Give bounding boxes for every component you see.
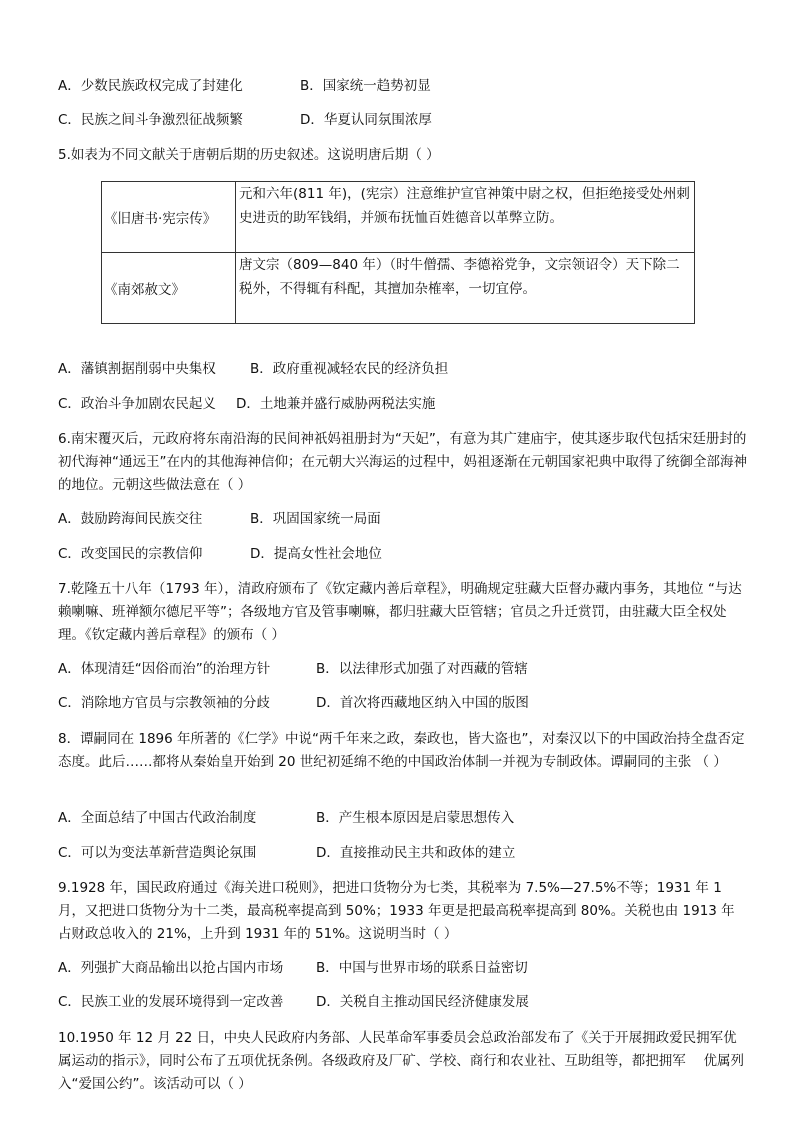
q6-stem: 6.南宋覆灭后，元政府将东南沿海的民间神祇妈祖册封为“天妃”，有意为其广建庙宇，使其逐步取代包括宋廷册封的初代海神“通远王”在内的其他海神信仰；在元朝大兴海运的过程中，妈祖逐渐在元朝国家祀典中取得了统御全部海神的地位。元朝这些做法意在（ ） <box>58 431 747 493</box>
source-text: 唐文宗（809—840 年）（时牛僧孺、李德裕党争，文宗领诏令）天下除二税外，不得辄有科配，其擅加杂榷率，一切宜停。 <box>236 253 695 324</box>
q6-option-d: D．提高女性社会地位 <box>250 546 382 562</box>
q5-option-d: D．土地兼并盛行威胁两税法实施 <box>236 396 436 412</box>
q9-option-a: A．列强扩大商品输出以抢占国内市场 <box>58 960 284 976</box>
q9-option-b: B．中国与世界市场的联系日益密切 <box>316 960 528 976</box>
q7-option-a: A．体现清廷“因俗而治”的治理方针 <box>58 661 271 677</box>
q5-option-b: B．政府重视减轻农民的经济负担 <box>250 361 449 377</box>
q7-stem: 7.乾隆五十八年（1793 年），清政府颁布了《钦定藏内善后章程》，明确规定驻藏大臣督办藏内事务，其地位 “与达赖喇嘛、班禅额尔德尼平等”；各级地方官及管事喇嘛，都归驻藏大臣管辖；官员之升迁赏罚，由驻藏大臣全权处理。《钦定藏内善后章程》的颁布（ ） <box>58 581 742 643</box>
source-title: 《旧唐书·宪宗传》 <box>102 182 236 253</box>
q7-option-b: B．以法律形式加强了对西藏的管辖 <box>316 661 528 677</box>
q8-option-d: D．直接推动民主共和政体的建立 <box>316 845 516 861</box>
q6-option-c: C．改变国民的宗教信仰 <box>58 546 203 562</box>
q8-option-b: B．产生根本原因是启蒙思想传入 <box>316 810 515 826</box>
q5-source-table <box>101 181 695 324</box>
q5-option-c: C．政治斗争加剧农民起义 <box>58 396 216 412</box>
q7-option-c: C．消除地方官员与宗教领袖的分歧 <box>58 695 270 711</box>
q7-option-d: D．首次将西藏地区纳入中国的版图 <box>316 695 529 711</box>
q8-stem: 8．谭嗣同在 1896 年所著的《仁学》中说“两千年来之政，秦政也，皆大盗也”，对秦汉以下的中国政治持全盘否定态度。此后……都将从秦始皇开始到 20 世纪初延绵不绝的中国政治体制一并视为专制政体。谭嗣同的主张 （ ） <box>58 731 745 770</box>
q6-option-b: B．巩固国家统一局面 <box>250 511 381 527</box>
q5-stem: 5.如表为不同文献关于唐朝后期的历史叙述。这说明唐后期（ ） <box>58 147 440 163</box>
q9-option-c: C．民族工业的发展环境得到一定改善 <box>58 994 284 1010</box>
q10-stem: 10.1950 年 12 月 22 日，中央人民政府内务部、人民革命军事委员会总政治部发布了《关于开展拥政爱民拥军优属运动的指示》，同时公布了五项优抚条例。各级政府及厂矿、学校、商行和农业社、互助组等，都把拥军 优属列入“爱国公约”。该活动可以（ ） <box>58 1030 745 1092</box>
q9-stem: 9.1928 年，国民政府通过《海关进口税则》，把进口货物分为七类，其税率为 7.5%—27.5%不等；1931 年 1 月，又把进口货物分为十二类，最高税率提高到 50%；1933 年更是把最高税率提高到 80%。关税也由 1913 年占财政总收入的 21%，上升到 1931 年的 51%。这说明当时（ ） <box>58 880 735 942</box>
q8-option-c: C．可以为变法革新营造舆论氛围 <box>58 845 257 861</box>
q6-option-a: A．鼓励跨海间民族交往 <box>58 511 203 527</box>
q4-option-d: D．华夏认同氛围浓厚 <box>300 112 432 128</box>
q5-option-a: A．藩镇割据削弱中央集权 <box>58 361 216 377</box>
table-row <box>102 182 695 253</box>
q8-option-a: A．全面总结了中国古代政治制度 <box>58 810 257 826</box>
source-title: 《南郊赦文》 <box>102 253 236 324</box>
q4-option-a: A．少数民族政权完成了封建化 <box>58 78 243 94</box>
q9-option-d: D．关税自主推动国民经济健康发展 <box>316 994 529 1010</box>
q4-option-c: C．民族之间斗争激烈征战频繁 <box>58 112 243 128</box>
source-text: 元和六年(811 年)，(宪宗）注意维护宣官神策中尉之权，但拒绝接受处州刺史进贡的助军钱绢，并颁布抚恤百姓德音以革弊立防。 <box>236 182 695 253</box>
q4-option-b: B．国家统一趋势初显 <box>300 78 431 94</box>
table-row <box>102 253 695 324</box>
